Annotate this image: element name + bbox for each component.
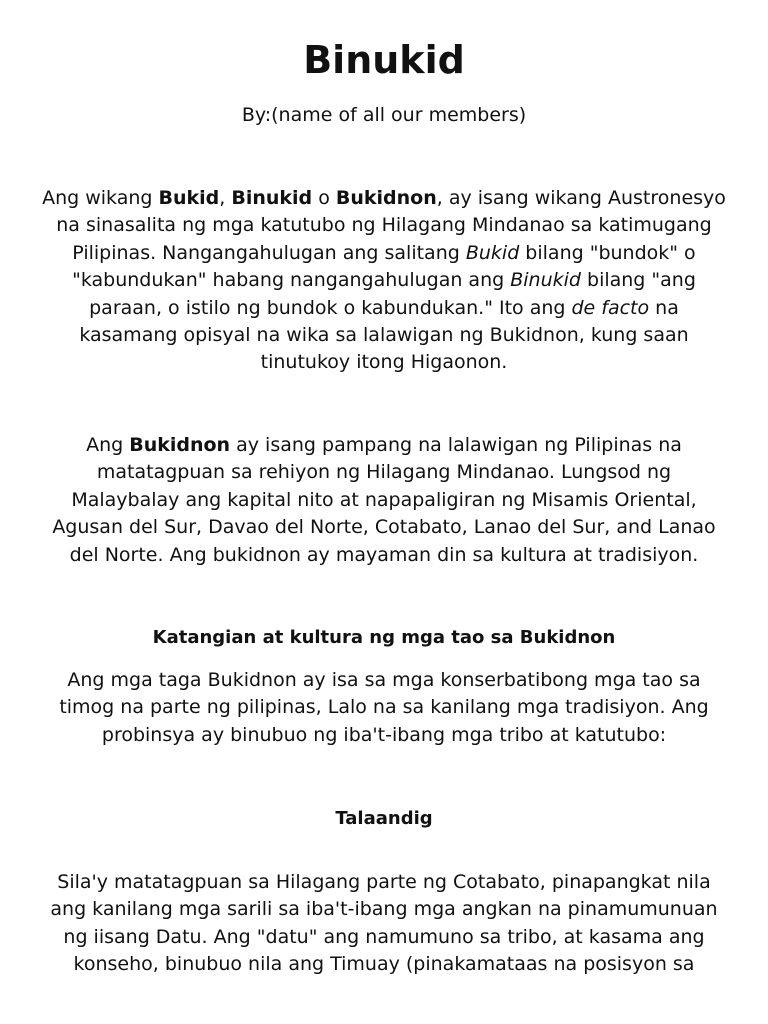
bold-term-bukidnon: Bukidnon	[129, 434, 231, 456]
italic-term-binukid: Binukid	[510, 269, 581, 292]
paragraph-katangian: Ang mga taga Bukidnon ay isa sa mga konserbatibong mga tao sa timog na parte ng pilipinas, Lalo na sa kanilang mga tradisiyon. Ang probinsya ay binubuo ng iba't-ibang mga tribo at katutubo:	[59, 669, 709, 746]
bold-term-bukid: Bukid	[158, 187, 220, 209]
text-run: Ang wikang	[42, 187, 159, 209]
text-run: o	[312, 187, 336, 209]
paragraph-binukid-language	[40, 185, 728, 377]
byline: By:(name of all our members)	[241, 104, 527, 126]
paragraph-talaandig: Sila'y matatagpuan sa Hilagang parte ng Cotabato, pinapangkat nila ang kanilang mga sarili sa iba't-ibang mga angkan na pinamumunuan ng iisang Datu. Ang "datu" ang namumuno sa tribo, at kasama ang konseho, binubuo nila ang Timuay (pinakamataas na posisyon sa	[50, 871, 718, 976]
paragraph-bukidnon-province	[40, 432, 728, 569]
text-run: , ay isang wikang Austronesyo na sinasalita ng mga katutubo ng Hilagang Mindanao sa katimugang Pilipinas. Nangangahulugan ang salitang	[56, 187, 726, 264]
section-heading-katangian: Katangian at kultura ng mga tao sa Bukidnon	[152, 627, 616, 648]
text-run: bilang "bundok" o "kabundukan" habang nangangahulugan ang	[72, 241, 696, 292]
bold-term-bukidnon: Bukidnon	[335, 187, 437, 209]
text-run: bilang "ang paraan, o istilo ng bundok o kabundukan." Ito ang	[89, 269, 696, 319]
section-heading-talaandig: Talaandig	[335, 808, 433, 829]
text-run: Ang	[86, 434, 130, 456]
text-run: na kasamang opisyal na wika sa lalawigan ng Bukidnon, kung saan tinutukoy itong Higaonon.	[79, 296, 689, 374]
bold-term-binukid: Binukid	[231, 187, 313, 209]
text-run: ay isang pampang na lalawigan ng Pilipinas na matatagpuan sa rehiyon ng Hilagang Mindanao. Lungsod ng Malaybalay ang kapital nito at napapaligiran ng Misamis Oriental, Agusan del Sur, Davao del Norte, Cotabato, Lanao del Sur, and Lanao del Norte. Ang bukidnon ay mayaman din sa kultura at tradisiyon.	[52, 434, 716, 566]
italic-term-de-facto: de facto	[571, 296, 650, 319]
text-run: ,	[219, 187, 232, 209]
italic-term-bukid: Bukid	[465, 241, 520, 264]
page-title: Binukid	[303, 38, 465, 82]
